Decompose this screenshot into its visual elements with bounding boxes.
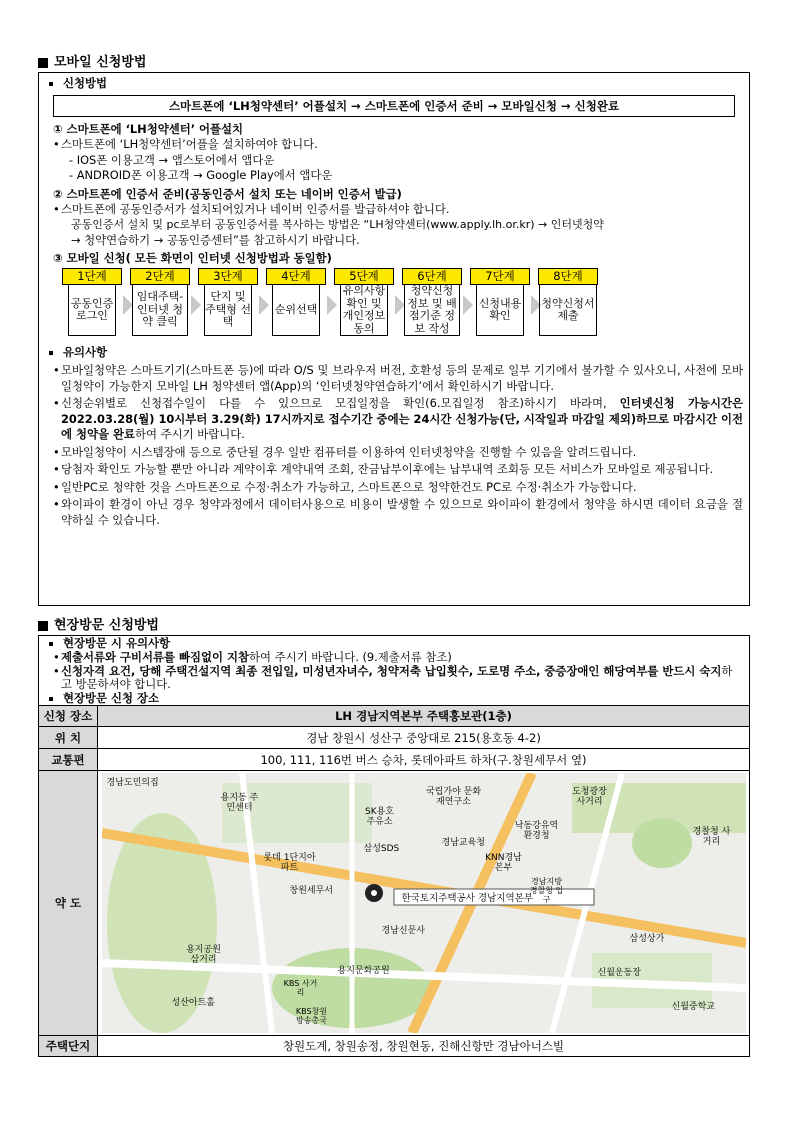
step-text: 유의사항 확인 및 개인정보 동의 bbox=[340, 285, 388, 336]
step-label: 4단계 bbox=[266, 268, 326, 285]
caution-item bbox=[39, 665, 749, 691]
note-item: • 당첨자 확인도 가능할 뿐만 아니라 계약이후 계약내역 조회, 잔금납부이후에는 납부내역 조회등 모든 서비스가 모바일로 제공됩니다. bbox=[39, 462, 749, 478]
step-text: 순위선택 bbox=[272, 285, 320, 336]
map-label: SK용호 주유소 bbox=[364, 807, 394, 827]
page bbox=[38, 54, 750, 1057]
notes-list bbox=[39, 363, 749, 528]
step-8 bbox=[539, 268, 597, 336]
notes-title: 유의사항 bbox=[63, 345, 108, 359]
method-subtitle bbox=[39, 75, 749, 92]
note-item bbox=[39, 396, 749, 443]
map-label: 용지문화공원 bbox=[337, 966, 390, 976]
table-row bbox=[39, 771, 750, 1036]
step2-bullet: • 스마트폰에 공동인증서가 설치되어있거나 네이버 인증서를 발급하셔야 합니다. bbox=[39, 202, 749, 218]
row-value: 경남 창원시 성산구 중앙대로 215(용호동 4-2) bbox=[98, 727, 750, 749]
step1-title: ① 스마트폰에 ‘LH청약센터’ 어플설치 bbox=[53, 122, 244, 136]
mobile-box bbox=[38, 72, 750, 606]
note-item: • 일반PC로 청약한 것을 스마트폰으로 수정·취소가 가능하고, 스마트폰으로 청약한건도 PC로 수정·취소가 가능합니다. bbox=[39, 480, 749, 496]
step-label: 7단계 bbox=[470, 268, 530, 285]
flow-box: 스마트폰에 ‘LH청약센터’ 어플설치 → 스마트폰에 인증서 준비 → 모바일신청 → 신청완료 bbox=[53, 95, 735, 117]
step-label: 2단계 bbox=[130, 268, 190, 285]
step-text: 공동인증 로그인 bbox=[68, 285, 116, 336]
map-label: KBS 사거리 bbox=[283, 979, 318, 997]
caution-emphasis: 제출서류와 구비서류를 빠짐없이 지참 bbox=[61, 650, 249, 664]
section-title-text: 현장방문 신청방법 bbox=[54, 618, 159, 633]
map-label: 삼성상가 bbox=[629, 934, 665, 944]
note-item: • 모바일청약은 스마트기기(스마트폰 등)에 따라 O/S 및 브라우저 버전, 호환성 등의 문제로 일부 기기에서 불가할 수 있사오니, 사전에 모바일청약이 가능한지 모바일 LH 청약센터 앱(App)의 ‘인터넷청약연습하기’에서 확인하시기 바랍니다. bbox=[39, 363, 749, 394]
section-title-visit bbox=[38, 617, 750, 635]
step-5 bbox=[335, 268, 393, 336]
caution-item bbox=[39, 650, 749, 665]
row-value: 100, 111, 116번 버스 승차, 롯데아파트 하차(구.창원세무서 옆) bbox=[98, 749, 750, 771]
row-value: 창원도계, 창원송정, 창원현동, 진해신항만 경남아너스빌 bbox=[98, 1036, 750, 1057]
step-3 bbox=[199, 268, 257, 336]
map-label: 경남도민의집 bbox=[106, 778, 159, 788]
note-emphasis: 인터넷신청 가능시간은 2022.03.28(월) 10시부터 3.29(화) 17시까지로 접수기간 중에는 24시간 신청가능(단, 시작일과 마감일 제외)하므로 마감시간 이전에 청약을 완료 bbox=[61, 396, 744, 441]
step-label: 1단계 bbox=[62, 268, 122, 285]
row-value: LH 경남지역본부 주택홍보관(1층) bbox=[98, 706, 750, 727]
map-label: 경남신문사 bbox=[381, 926, 425, 936]
step2-title: ② 스마트폰에 인증서 준비(공동인증서 설치 또는 네이버 인증서 발급) bbox=[53, 186, 402, 201]
step-2 bbox=[131, 268, 189, 336]
step-label: 3단계 bbox=[198, 268, 258, 285]
map-label: 창원세무서 bbox=[289, 886, 333, 896]
step-text: 단지 및 주택형 선택 bbox=[204, 285, 252, 336]
row-header: 위 치 bbox=[39, 727, 98, 749]
caution-subtitle bbox=[39, 636, 749, 650]
step-flow bbox=[63, 268, 749, 336]
map-label: 낙동강유역 환경청 bbox=[514, 821, 559, 841]
step-label: 6단계 bbox=[402, 268, 462, 285]
visit-box bbox=[38, 635, 750, 705]
step-text: 임대주택-인터넷 청약 클릭 bbox=[132, 285, 188, 336]
map-label: 경찰청 사거리 bbox=[692, 827, 731, 847]
caution-text: 하여 주시기 바랍니다. (9.제출서류 참조) bbox=[248, 650, 452, 664]
step2-line2: 공동인증서 설치 및 pc로부터 공동인증서를 복사하는 방법은 “LH청약센터(www.apply.lh.or.kr) → 인터넷청약 bbox=[71, 218, 604, 231]
step1-android: - ANDROID폰 이용고객 → Google Play에서 앱다운 bbox=[69, 168, 333, 182]
map-marker-label: 한국토지주택공사 경남지역본부 bbox=[401, 893, 533, 904]
place-subtitle bbox=[39, 691, 749, 705]
step-6 bbox=[403, 268, 461, 336]
map-label: 삼성SDS bbox=[363, 844, 400, 854]
note-item: • 와이파이 환경이 아닌 경우 청약과정에서 데이터사용으로 비용이 발생할 수 있으므로 와이파이 환경에서 청약을 하시면 데이터 요금을 절약하실 수 있습니다. bbox=[39, 497, 749, 528]
step3-title: ③ 모바일 신청( 모든 화면이 인터넷 신청방법과 동일함) bbox=[53, 251, 332, 265]
visit-table bbox=[38, 705, 750, 1057]
table-row bbox=[39, 749, 750, 771]
row-header: 약 도 bbox=[39, 771, 98, 1036]
square-bullet-icon bbox=[38, 58, 48, 68]
step2-line3: → 청약연습하기 → 공동인증센터”를 참고하시기 바랍니다. bbox=[71, 232, 360, 247]
step-text: 신청내용 확인 bbox=[476, 285, 524, 336]
bullet-square-icon bbox=[49, 82, 53, 86]
note-text: 하여 주시기 바랍니다. bbox=[134, 427, 245, 441]
step-text: 청약신청 정보 및 배점기준 정보 작성 bbox=[404, 285, 460, 336]
square-bullet-icon bbox=[38, 621, 48, 631]
note-item: • 모바일청약이 시스템장애 등으로 중단될 경우 일반 컴퓨터를 이용하여 인터넷청약을 진행할 수 있음을 알려드립니다. bbox=[39, 445, 749, 461]
section-title-text: 모바일 신청방법 bbox=[54, 55, 147, 70]
section-title-mobile bbox=[38, 54, 750, 72]
step-label: 5단계 bbox=[334, 268, 394, 285]
table-row bbox=[39, 1036, 750, 1057]
map-cell bbox=[98, 771, 750, 1036]
map-label: 경남지방 경찰청 입구 bbox=[529, 877, 564, 904]
row-header: 교통편 bbox=[39, 749, 98, 771]
map-label: 국립가야 문화재연구소 bbox=[425, 787, 482, 807]
step-label: 8단계 bbox=[538, 268, 598, 285]
map-label: 신월중학교 bbox=[671, 1002, 715, 1012]
caution-title: 현장방문 시 유의사항 bbox=[63, 636, 170, 650]
map-label: 롯데 1단지아파트 bbox=[263, 853, 316, 873]
map-label: 용지공원 삼거리 bbox=[186, 945, 221, 965]
map-label: 경남교육청 bbox=[441, 838, 485, 848]
table-row bbox=[39, 727, 750, 749]
step-text: 청약신청서 제출 bbox=[539, 285, 597, 336]
step1-ios: - IOS폰 이용고객 → 앱스토어에서 앱다운 bbox=[69, 152, 275, 167]
step-4 bbox=[267, 268, 325, 336]
table-row bbox=[39, 706, 750, 727]
map-label: 도청광장 사거리 bbox=[572, 787, 607, 807]
bullet-square-icon bbox=[49, 351, 53, 355]
bullet-square-icon bbox=[49, 642, 53, 646]
note-text: 신청순위별로 신청접수일이 다를 수 있으므로 모집일정을 확인(6.모집일정 참조)하시기 바라며, bbox=[61, 396, 620, 410]
notes-subtitle bbox=[39, 344, 749, 361]
caution-text: 하고 방문하셔야 합니다. bbox=[61, 664, 733, 691]
caution-emphasis: 신청자격 요건, 당해 주택건설지역 최종 전입일, 미성년자녀수, 청약저축 납입횟수, 도로명 주소, 중증장애인 해당여부를 반드시 숙지 bbox=[61, 664, 722, 678]
step-1 bbox=[63, 268, 121, 336]
map bbox=[102, 773, 746, 1033]
place-title: 현장방문 신청 장소 bbox=[63, 691, 159, 705]
step1-bullet: • 스마트폰에 ‘LH청약센터’어플을 설치하여야 합니다. bbox=[39, 137, 749, 153]
map-label: KNN경남 본부 bbox=[485, 853, 522, 873]
bullet-square-icon bbox=[49, 697, 53, 701]
map-label: 성산아트홀 bbox=[171, 998, 215, 1008]
map-label: KBS창원 방송총국 bbox=[295, 1007, 328, 1025]
map-label: 용지동 주민센터 bbox=[220, 793, 259, 813]
map-label: 신월운동장 bbox=[597, 968, 641, 978]
row-header: 신청 장소 bbox=[39, 706, 98, 727]
row-header: 주택단지 bbox=[39, 1036, 98, 1057]
method-title: 신청방법 bbox=[63, 76, 108, 90]
step-7 bbox=[471, 268, 529, 336]
